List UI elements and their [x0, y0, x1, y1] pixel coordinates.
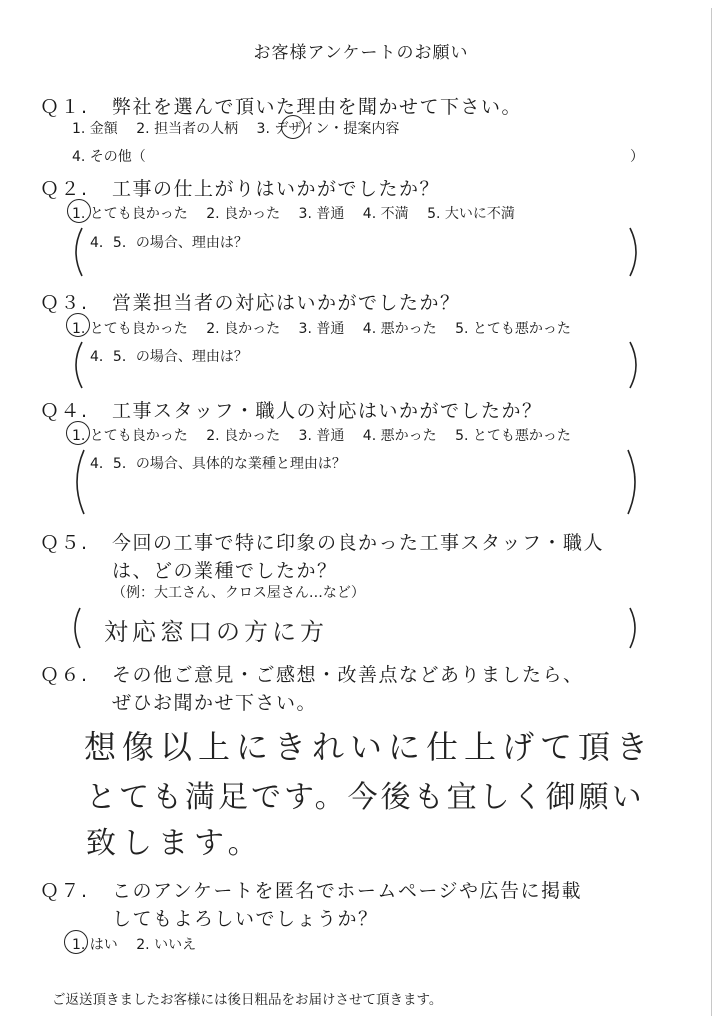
q7-option-yes[interactable]: 1. はい [72, 937, 118, 953]
q2-option-4[interactable]: 4. 不満 [362, 206, 409, 222]
q4-options [72, 425, 585, 445]
q4-selected-circle [66, 421, 90, 445]
q3-option-5[interactable]: 5. とても悪かった [455, 321, 571, 337]
q7-option-no[interactable]: 2. いいえ [136, 937, 197, 953]
q7-number: Ｑ７. [40, 880, 89, 902]
q1-option-2[interactable]: 2. 担当者の人柄 [136, 121, 239, 137]
q7-text-line1: このアンケートを匿名でホームページや広告に掲載 [112, 880, 582, 902]
q6-handwritten-line-3: 致します。 [86, 826, 264, 861]
q6-number: Ｑ６. [40, 664, 89, 686]
q6-handwritten-line-2: とても満足です。今後も宜しく御願い [86, 780, 645, 815]
q2-bracket-right [626, 226, 646, 278]
q2-question [40, 174, 440, 201]
scan-edge-line [711, 8, 712, 1016]
q4-bracket-right [624, 448, 646, 516]
survey-title: お客様アンケートのお願い [253, 43, 469, 63]
q1-other [72, 146, 160, 166]
q5-number: Ｑ５. [40, 532, 89, 554]
q3-text: 営業担当者の対応はいかがでしたか？ [112, 292, 461, 314]
q1-number: Ｑ１. [40, 96, 89, 118]
q3-options [72, 318, 585, 338]
q4-text: 工事スタッフ・職人の対応はいかがでしたか？ [112, 400, 543, 422]
q3-option-1[interactable]: 1. とても良かった [72, 321, 188, 337]
q7-selected-circle [64, 930, 88, 954]
q1-other-close: ） [630, 149, 644, 165]
q7-text-line2: してもよろしいでしょうか？ [112, 908, 379, 930]
q6-text-line2: ぜひお聞かせ下さい。 [112, 692, 318, 714]
q3-question [40, 288, 461, 315]
q5-text-line1: 今回の工事で特に印象の良かった工事スタッフ・職人 [112, 532, 605, 554]
q5-bracket-right [626, 606, 644, 650]
q4-number: Ｑ４. [40, 400, 89, 422]
q6-handwritten-line-1: 想像以上にきれいに仕上げて頂き [84, 728, 655, 766]
q5-text-line2: は、どの業種でしたか？ [112, 560, 338, 582]
q4-option-1[interactable]: 1. とても良かった [72, 428, 188, 444]
q6-text-line1: その他ご意見・ご感想・改善点などありましたら、 [112, 664, 584, 686]
q4-option-4[interactable]: 4. 悪かった [362, 428, 437, 444]
q3-option-4[interactable]: 4. 悪かった [362, 321, 437, 337]
q4-option-3[interactable]: 3. 普通 [298, 428, 345, 444]
q3-option-2[interactable]: 2. 良かった [206, 321, 281, 337]
q5-question [40, 528, 604, 555]
q4-question [40, 396, 543, 423]
q2-option-1[interactable]: 1. とても良かった [72, 206, 188, 222]
q2-number: Ｑ２. [40, 178, 89, 200]
q1-text: 弊社を選んで頂いた理由を聞かせて下さい。 [112, 96, 523, 118]
q4-option-5[interactable]: 5. とても悪かった [455, 428, 571, 444]
q3-reason-label: 4．5．の場合、理由は？ [90, 349, 248, 365]
q3-option-3[interactable]: 3. 普通 [298, 321, 345, 337]
q3-bracket-left [66, 340, 86, 390]
q4-bracket-left [66, 448, 88, 516]
q2-reason-label: 4．5．の場合、理由は？ [90, 235, 248, 251]
q3-number: Ｑ３. [40, 292, 89, 314]
q5-handwritten-answer: 対応窓口の方に方 [104, 618, 328, 646]
q3-bracket-right [626, 340, 646, 390]
q2-text: 工事の仕上がりはいかがでしたか？ [112, 178, 441, 200]
q1-options [72, 118, 413, 138]
q2-option-3[interactable]: 3. 普通 [298, 206, 345, 222]
q2-options [72, 203, 529, 223]
q1-option-3[interactable]: 3. デザイン・提案内容 [256, 121, 400, 137]
q2-bracket-left [66, 226, 86, 278]
q4-reason-label: 4．5．の場合、具体的な業種と理由は？ [90, 456, 346, 472]
q4-option-2[interactable]: 2. 良かった [206, 428, 281, 444]
q5-example: （例：大工さん、クロス屋さん…など） [112, 585, 365, 601]
q7-options [72, 934, 210, 954]
q2-option-5[interactable]: 5. 大いに不満 [427, 206, 515, 222]
q7-question [40, 876, 582, 903]
q2-selected-circle [67, 199, 91, 223]
q1-question [40, 92, 522, 119]
q1-other-label[interactable]: 4. その他（ [72, 149, 146, 165]
q1-selected-circle [281, 115, 305, 139]
q6-question [40, 660, 584, 687]
q2-option-2[interactable]: 2. 良かった [206, 206, 281, 222]
footer-note: ご返送頂きましたお客様には後日粗品をお届けさせて頂きます。 [52, 992, 443, 1008]
q5-bracket-left [66, 606, 84, 650]
q3-selected-circle [66, 313, 90, 337]
q1-option-1[interactable]: 1. 金額 [72, 121, 118, 137]
